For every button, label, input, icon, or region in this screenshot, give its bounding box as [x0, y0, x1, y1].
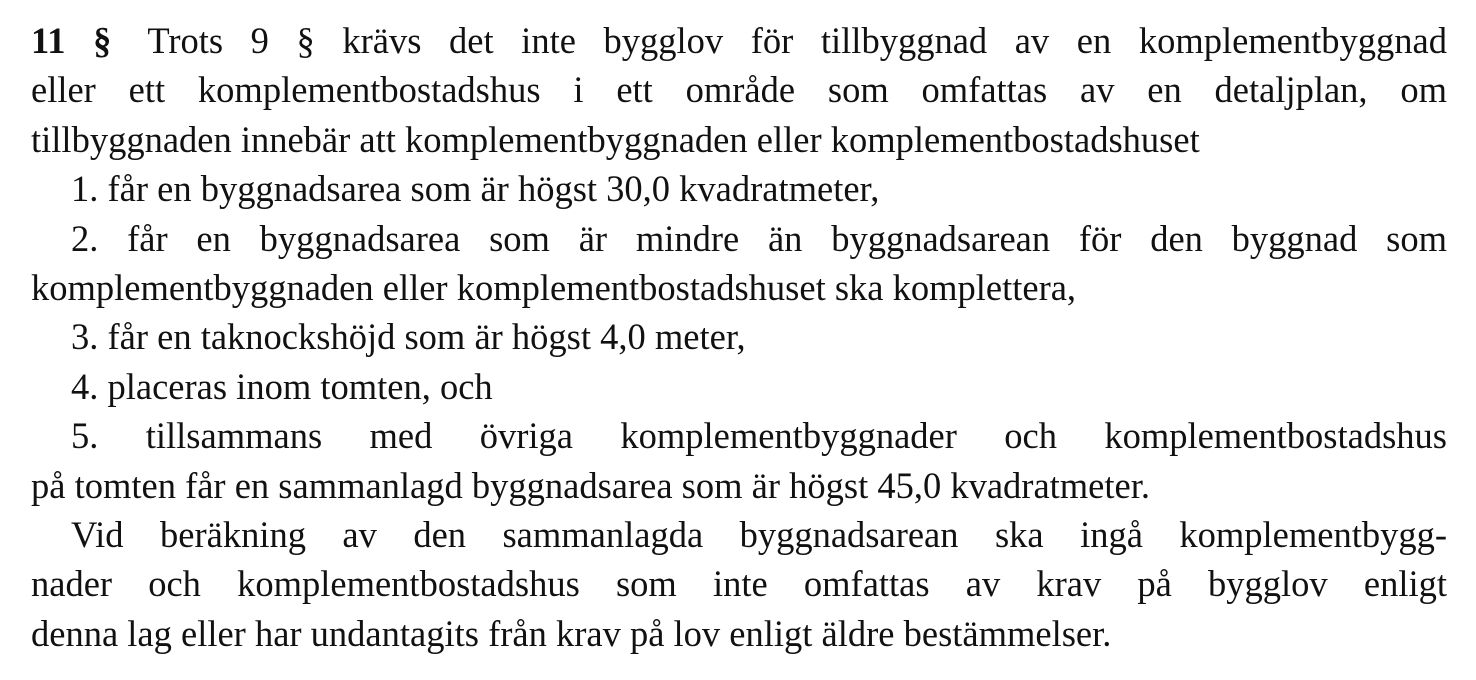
- list-item-line: på tomten får en sammanlagd byggnadsarea som är högst 45,0 kvadratmeter.: [31, 464, 1150, 506]
- list-item-2: [31, 214, 1447, 313]
- list-item-1: [31, 164, 1447, 213]
- list-item-3: [31, 312, 1447, 361]
- intro-line-2: eller ett komplementbostadshus i ett område som omfattas av en detaljplan, om: [31, 69, 1447, 111]
- list-item-4: [31, 362, 1447, 411]
- section-item-list: [31, 164, 1447, 510]
- closing-line-1: Vid beräkning av den sammanlagda byggnadsarean ska ingå komplementbygg-: [71, 514, 1447, 556]
- list-item-line: 2. får en byggnadsarea som är mindre än byggnadsarean för den byggnad som: [71, 217, 1447, 259]
- list-item-line: 3. får en taknockshöjd som är högst 4,0 meter,: [71, 316, 746, 358]
- list-item-line: komplementbyggnaden eller komplementbostadshuset ska komplettera,: [31, 267, 1077, 309]
- closing-line-3: denna lag eller har undantagits från krav på lov enligt äldre bestämmelser.: [31, 612, 1112, 654]
- section-intro-paragraph: [31, 16, 1447, 164]
- section-number: 11 §: [31, 20, 112, 61]
- list-item-line: 1. får en byggnadsarea som är högst 30,0 kvadratmeter,: [71, 168, 880, 210]
- list-item-line: 5. tillsammans med övriga komplementbyggnader och komplementbostadshus: [71, 415, 1447, 457]
- text-line: [31, 16, 1447, 65]
- closing-line-2: nader och komplementbostadshus som inte omfattas av krav på bygglov enligt: [31, 563, 1447, 605]
- list-item-line: 4. placeras inom tomten, och: [71, 365, 493, 407]
- section-closing-paragraph: [31, 510, 1447, 658]
- list-item-5: [31, 411, 1447, 510]
- legal-section-document: [31, 16, 1447, 658]
- intro-line-3: tillbyggnaden innebär att komplementbyggnaden eller komplementbostadshuset: [31, 118, 1200, 160]
- intro-line-1: Trots 9 § krävs det inte bygglov för tillbyggnad av en komplementbyggnad: [147, 20, 1447, 61]
